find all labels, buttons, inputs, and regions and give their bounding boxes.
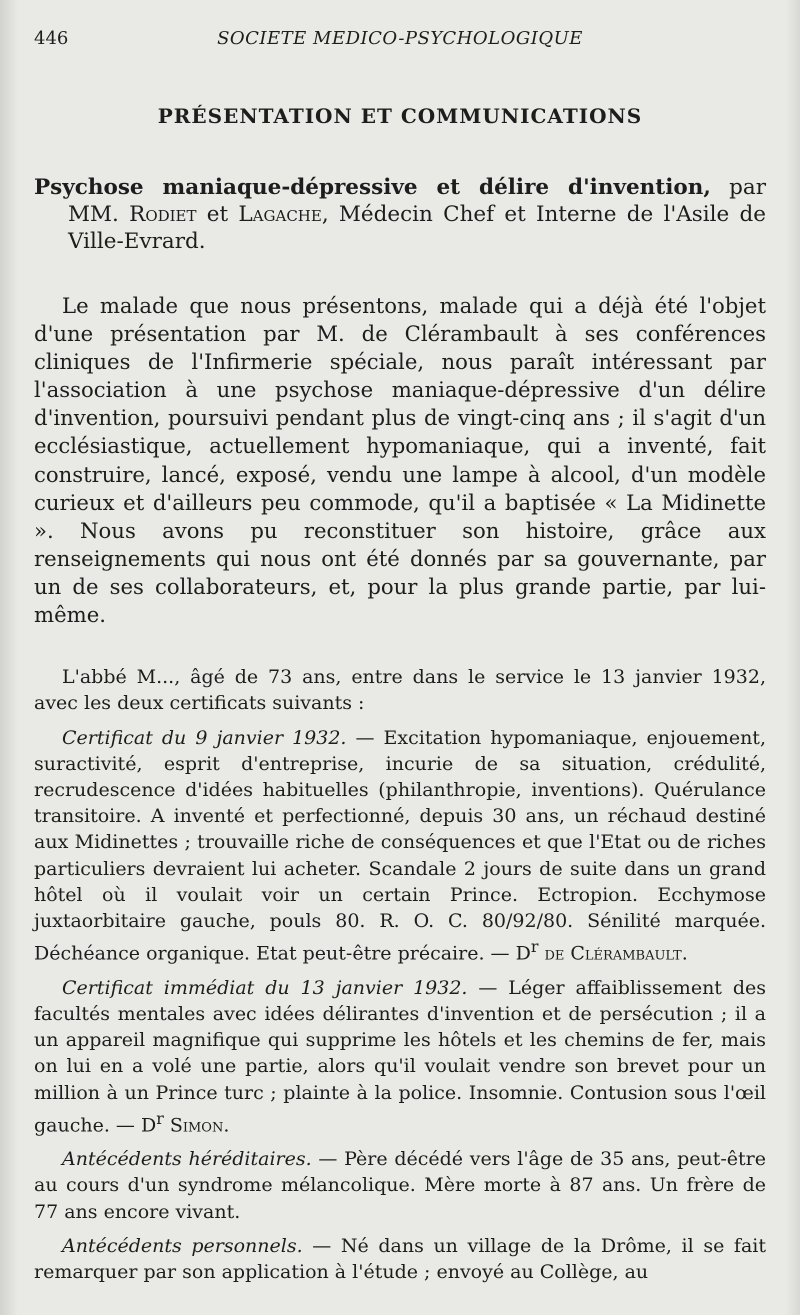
article-title-by: par MM. xyxy=(68,175,766,227)
admission-paragraph: L'abbé M..., âgé de 73 ans, entre dans le service le 13 janvier 1932, avec les deux certificats suivants : xyxy=(34,666,766,715)
article-title-et: et xyxy=(206,202,229,227)
certificate-1-signature: de Clérambault xyxy=(544,942,682,965)
personal-history-paragraph xyxy=(34,1233,766,1285)
hereditary-history-paragraph xyxy=(34,1146,766,1225)
author-rodiet: Rodiet xyxy=(129,202,197,227)
certificate-2-signature: Simon xyxy=(169,1114,224,1137)
hereditary-history-label: Antécédents héréditaires. xyxy=(62,1148,312,1171)
certificate-1-dr-sup: r xyxy=(530,937,539,957)
certificate-2-dr-sup: r xyxy=(156,1108,164,1128)
certificate-1-paragraph xyxy=(34,725,766,967)
certificate-1-text: — Excitation hypomaniaque, enjouement, suractivité, esprit d'entreprise, incurie de sa situation, crédulité, recrudescence d'idées habituelles (philanthropie, inventions). Quérulance transitoire. A inventé et perfectionné, depuis 30 ans, un réchaud destiné aux Midinettes ; trouvaille riche de conséquences et que l'Etat ou de riches particuliers devraient lui acheter. Scandale 2 jours de suite dans un grand hôtel où il voulait voir un certain Prince. Ectropion. Ecchymose juxtaorbitaire gauche, pouls 80. R. O. C. 80/92/80. Sénilité marquée. Déchéance organique. Etat peut-être précaire. — D xyxy=(34,726,766,965)
article-title-main: Psychose maniaque-dépressive et délire d'invention, xyxy=(34,175,711,200)
certificate-2-text: — Léger affaiblissement des facultés mentales avec idées délirantes d'invention et de persécution ; il a un appareil magnifique qui supprime les hôtels et les chemins de fer, mais on lui en a volé une partie, alors qu'il voulait vendre son brevet pour un million à un Prince turc ; plainte à la police. Insomnie. Contusion sous l'œil gauche. — D xyxy=(34,976,766,1137)
article-title xyxy=(34,174,766,255)
certificate-2-end: . xyxy=(223,1114,230,1137)
certificate-1-end: . xyxy=(681,942,688,965)
personal-history-text: — Né dans un village de la Drôme, il se fait remarquer par son application à l'étude ; envoyé au Collège, au xyxy=(34,1234,766,1284)
author-lagache: Lagache xyxy=(238,202,322,227)
certificate-2-label: Certificat immédiat du 13 janvier 1932. xyxy=(62,976,468,999)
personal-history-label: Antécédents personnels. xyxy=(62,1234,303,1257)
intro-paragraph: Le malade que nous présentons, malade qui a déjà été l'objet d'une présentation par M. de Clérambault à ses conférences cliniques de l'Infirmerie spéciale, nous paraît intéressant par l'association à une psychose maniaque-dépressive d'un délire d'invention, poursuivi pendant plus de vingt-cinq ans ; il s'agit d'un ecclésiastique, actuellement hypomaniaque, qui a inventé, fait construire, lancé, exposé, vendu une lampe à alcool, d'un modèle curieux et d'ailleurs peu commode, qu'il a baptisée « La Midinette ». Nous avons pu reconstituer son histoire, grâce aux renseignements qui nous ont été donnés par sa gouvernante, par un de ses collaborateurs, et, pour la plus grande partie, par lui-même. xyxy=(34,293,766,628)
section-heading: PRÉSENTATION ET COMMUNICATIONS xyxy=(157,104,643,128)
certificate-2-paragraph xyxy=(34,975,766,1139)
journal-title: SOCIETE MEDICO-PSYCHOLOGIQUE xyxy=(217,28,583,49)
running-head xyxy=(34,28,766,56)
page-number: 446 xyxy=(34,28,69,49)
article-title-rest: , Médecin Chef et Interne de l'Asile de Ville-Evrard. xyxy=(68,202,767,254)
hereditary-history-text: — Père décédé vers l'âge de 35 ans, peut-être au cours d'un syndrome mélancolique. Mère morte à 87 ans. Un frère de 77 ans encore vivant. xyxy=(34,1148,766,1223)
certificate-1-label: Certificat du 9 janvier 1932. xyxy=(62,726,347,749)
